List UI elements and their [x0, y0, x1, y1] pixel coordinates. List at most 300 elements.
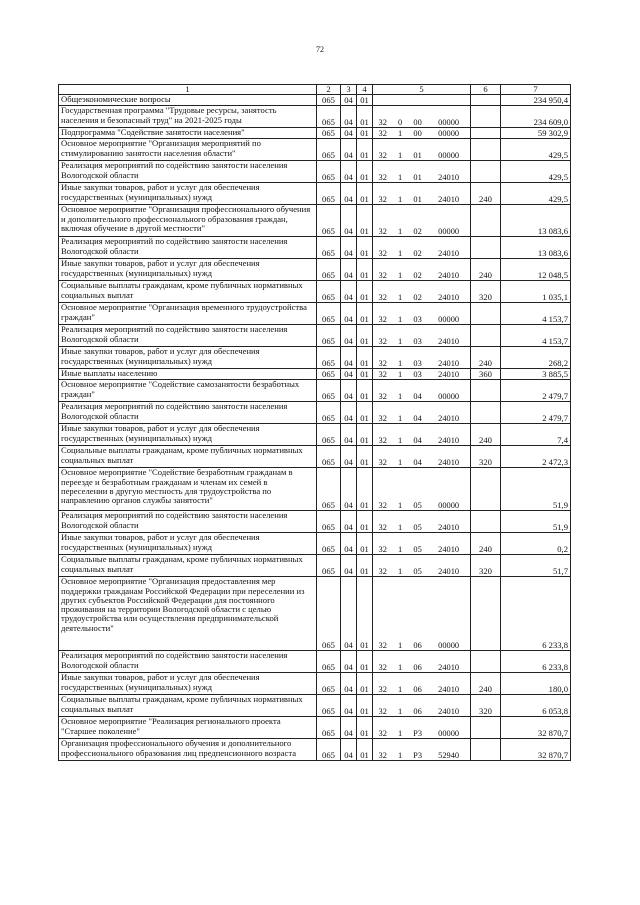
amount: 4 153,7	[501, 303, 571, 325]
target-article-part: 24010	[438, 271, 460, 281]
amount: 4 153,7	[501, 325, 571, 347]
subsection-code: 01	[357, 402, 373, 424]
target-article-code	[373, 237, 471, 259]
target-article-part: 32	[378, 227, 387, 237]
target-article-part: 32	[378, 729, 387, 739]
target-article-code	[373, 424, 471, 446]
target-article-part: 1	[398, 501, 403, 511]
table-row	[59, 303, 571, 325]
table-row	[59, 555, 571, 577]
table-row	[59, 673, 571, 695]
target-article-part: 03	[413, 337, 422, 347]
target-article-part: 06	[413, 641, 422, 651]
target-article-part: 32	[378, 337, 387, 347]
target-article-part: 24010	[438, 685, 460, 695]
target-article-part: 02	[413, 227, 422, 237]
ministry-code: 065	[317, 555, 341, 577]
target-article-part: 05	[413, 545, 422, 555]
section-code: 04	[341, 577, 357, 651]
expense-type-code: 320	[471, 695, 501, 717]
target-article-part: 1	[398, 729, 403, 739]
row-name: Социальные выплаты гражданам, кроме публичных нормативных социальных выплат	[59, 446, 317, 468]
target-article-part: 24010	[438, 707, 460, 717]
amount: 2 479,7	[501, 380, 571, 402]
table-row	[59, 281, 571, 303]
table-row	[59, 468, 571, 511]
ministry-code: 065	[317, 281, 341, 303]
target-article-part: 24010	[438, 293, 460, 303]
subsection-code: 01	[357, 281, 373, 303]
target-article-part: 0	[398, 118, 403, 128]
ministry-code: 065	[317, 106, 341, 128]
ministry-code: 065	[317, 577, 341, 651]
subsection-code: 01	[357, 325, 373, 347]
section-code: 04	[341, 555, 357, 577]
table-row	[59, 651, 571, 673]
subsection-code: 01	[357, 237, 373, 259]
expense-type-code: 240	[471, 259, 501, 281]
table-row	[59, 183, 571, 205]
target-article-part: 24010	[438, 195, 460, 205]
target-article-part: 1	[398, 129, 403, 139]
target-article-part: 24010	[438, 337, 460, 347]
target-article-part: 1	[398, 293, 403, 303]
table-row	[59, 369, 571, 380]
expense-type-code	[471, 325, 501, 347]
table-row	[59, 161, 571, 183]
ministry-code: 065	[317, 139, 341, 161]
header-cell: 7	[501, 85, 571, 95]
target-article-code	[373, 161, 471, 183]
section-code: 04	[341, 402, 357, 424]
target-article-part: 00000	[438, 501, 460, 511]
target-article-part: 1	[398, 337, 403, 347]
target-article-code	[373, 717, 471, 739]
target-article-part: 1	[398, 567, 403, 577]
row-name: Реализация мероприятий по содействию занятости населения Вологодской области	[59, 511, 317, 533]
subsection-code: 01	[357, 259, 373, 281]
amount: 7,4	[501, 424, 571, 446]
target-article-part: 24010	[438, 567, 460, 577]
amount: 32 870,7	[501, 739, 571, 761]
target-article-code	[373, 673, 471, 695]
row-name: Основное мероприятие "Организация предоставления мер поддержки гражданам Российской Федерации при переселении из других субъектов Российской Федерации для постоянного проживания на территории Вологодской области с целью трудоустройства или осуществления предпринимательской деятельности"	[59, 577, 317, 651]
table-row	[59, 205, 571, 237]
target-article-part: 1	[398, 663, 403, 673]
row-name: Социальные выплаты гражданам, кроме публичных нормативных социальных выплат	[59, 281, 317, 303]
section-code: 04	[341, 380, 357, 402]
row-name: Реализация мероприятий по содействию занятости населения Вологодской области	[59, 237, 317, 259]
subsection-code: 01	[357, 577, 373, 651]
expense-type-code	[471, 161, 501, 183]
expense-type-code	[471, 95, 501, 106]
target-article-part: 00000	[438, 151, 460, 161]
amount: 51,9	[501, 511, 571, 533]
target-article-part: 24010	[438, 523, 460, 533]
target-article-part: 00	[413, 118, 422, 128]
row-name: Основное мероприятие "Организация профессионального обучения и дополнительного профессионального образования граждан, включая обучение в другой местности"	[59, 205, 317, 237]
target-article-part: 1	[398, 370, 403, 380]
section-code: 04	[341, 695, 357, 717]
ministry-code: 065	[317, 511, 341, 533]
subsection-code: 01	[357, 347, 373, 369]
target-article-part: 1	[398, 545, 403, 555]
subsection-code: 01	[357, 161, 373, 183]
amount: 51,7	[501, 555, 571, 577]
target-article-part: 00000	[438, 729, 460, 739]
section-code: 04	[341, 347, 357, 369]
amount: 6 053,8	[501, 695, 571, 717]
row-name: Основное мероприятие "Реализация регионального проекта "Старшее поколение"	[59, 717, 317, 739]
expense-type-code: 360	[471, 369, 501, 380]
subsection-code: 01	[357, 739, 373, 761]
target-article-part: 1	[398, 641, 403, 651]
target-article-part: 32	[378, 370, 387, 380]
target-article-part: 32	[378, 271, 387, 281]
target-article-part: 00000	[438, 392, 460, 402]
expense-type-code	[471, 106, 501, 128]
section-code: 04	[341, 139, 357, 161]
target-article-code	[373, 95, 471, 106]
amount: 234 609,0	[501, 106, 571, 128]
target-article-code	[373, 347, 471, 369]
section-code: 04	[341, 259, 357, 281]
target-article-code	[373, 577, 471, 651]
target-article-part: 32	[378, 315, 387, 325]
subsection-code: 01	[357, 380, 373, 402]
target-article-part: 32	[378, 545, 387, 555]
target-article-part: 1	[398, 707, 403, 717]
target-article-part: 04	[413, 458, 422, 468]
subsection-code: 01	[357, 303, 373, 325]
section-code: 04	[341, 237, 357, 259]
ministry-code: 065	[317, 380, 341, 402]
ministry-code: 065	[317, 325, 341, 347]
subsection-code: 01	[357, 511, 373, 533]
target-article-part: 06	[413, 663, 422, 673]
target-article-part: 03	[413, 315, 422, 325]
amount: 429,5	[501, 183, 571, 205]
table-row	[59, 511, 571, 533]
subsection-code: 01	[357, 717, 373, 739]
table-row	[59, 325, 571, 347]
section-code: 04	[341, 128, 357, 139]
amount: 13 083,6	[501, 205, 571, 237]
ministry-code: 065	[317, 402, 341, 424]
table-row	[59, 139, 571, 161]
table-row	[59, 128, 571, 139]
target-article-code	[373, 325, 471, 347]
target-article-part: 24010	[438, 663, 460, 673]
target-article-part: 1	[398, 249, 403, 259]
target-article-part: 32	[378, 751, 387, 761]
subsection-code: 01	[357, 651, 373, 673]
table-row	[59, 237, 571, 259]
section-code: 04	[341, 369, 357, 380]
target-article-part: 32	[378, 436, 387, 446]
target-article-part: 24010	[438, 436, 460, 446]
section-code: 04	[341, 511, 357, 533]
section-code: 04	[341, 161, 357, 183]
ministry-code: 065	[317, 183, 341, 205]
target-article-part: 32	[378, 118, 387, 128]
row-name: Иные закупки товаров, работ и услуг для обеспечения государственных (муниципальных) нужд	[59, 533, 317, 555]
target-article-part: 32	[378, 501, 387, 511]
subsection-code: 01	[357, 183, 373, 205]
amount: 6 233,8	[501, 651, 571, 673]
target-article-part: 1	[398, 315, 403, 325]
subsection-code: 01	[357, 555, 373, 577]
section-code: 04	[341, 205, 357, 237]
amount: 2 479,7	[501, 402, 571, 424]
expense-type-code	[471, 511, 501, 533]
expense-type-code	[471, 739, 501, 761]
target-article-part: 32	[378, 685, 387, 695]
amount: 6 233,8	[501, 577, 571, 651]
target-article-code	[373, 183, 471, 205]
header-cell: 4	[357, 85, 373, 95]
ministry-code: 065	[317, 259, 341, 281]
target-article-part: 24010	[438, 545, 460, 555]
target-article-part: 03	[413, 359, 422, 369]
subsection-code: 01	[357, 128, 373, 139]
subsection-code: 01	[357, 533, 373, 555]
row-name: Иные закупки товаров, работ и услуг для обеспечения государственных (муниципальных) нужд	[59, 673, 317, 695]
ministry-code: 065	[317, 446, 341, 468]
target-article-part: 32	[378, 458, 387, 468]
target-article-part: 24010	[438, 249, 460, 259]
target-article-part: 01	[413, 195, 422, 205]
amount: 32 870,7	[501, 717, 571, 739]
table-row	[59, 424, 571, 446]
target-article-code	[373, 205, 471, 237]
subsection-code: 01	[357, 673, 373, 695]
row-name: Организация профессионального обучения и дополнительного профессионального образования лиц предпенсионного возраста	[59, 739, 317, 761]
row-name: Социальные выплаты гражданам, кроме публичных нормативных социальных выплат	[59, 695, 317, 717]
section-code: 04	[341, 95, 357, 106]
target-article-part: 1	[398, 271, 403, 281]
amount: 234 950,4	[501, 95, 571, 106]
table-row	[59, 717, 571, 739]
page-number: 72	[316, 45, 324, 54]
target-article-part: 01	[413, 173, 422, 183]
row-name: Основное мероприятие "Содействие безработным гражданам в переезде и безработным гражданам и членам их семей в переселении в другую местность для трудоустройства по направлению органов службы занятости"	[59, 468, 317, 511]
target-article-part: 1	[398, 151, 403, 161]
expense-type-code	[471, 717, 501, 739]
target-article-part: 1	[398, 195, 403, 205]
target-article-part: 00000	[438, 129, 460, 139]
target-article-part: 32	[378, 151, 387, 161]
section-code: 04	[341, 533, 357, 555]
expense-type-code: 240	[471, 347, 501, 369]
amount: 429,5	[501, 139, 571, 161]
row-name: Иные выплаты населению	[59, 369, 317, 380]
ministry-code: 065	[317, 533, 341, 555]
subsection-code: 01	[357, 468, 373, 511]
row-name: Иные закупки товаров, работ и услуг для обеспечения государственных (муниципальных) нужд	[59, 259, 317, 281]
ministry-code: 065	[317, 205, 341, 237]
expense-type-code: 240	[471, 673, 501, 695]
section-code: 04	[341, 106, 357, 128]
row-name: Основное мероприятие "Содействие самозанятости безработных граждан"	[59, 380, 317, 402]
amount: 13 083,6	[501, 237, 571, 259]
expense-type-code	[471, 205, 501, 237]
amount: 2 472,3	[501, 446, 571, 468]
target-article-part: 1	[398, 227, 403, 237]
subsection-code: 01	[357, 369, 373, 380]
target-article-part: 00000	[438, 227, 460, 237]
ministry-code: 065	[317, 347, 341, 369]
expense-type-code	[471, 402, 501, 424]
ministry-code: 065	[317, 128, 341, 139]
amount: 3 885,5	[501, 369, 571, 380]
amount: 59 302,9	[501, 128, 571, 139]
subsection-code: 01	[357, 695, 373, 717]
target-article-part: 02	[413, 249, 422, 259]
target-article-part: 32	[378, 392, 387, 402]
table-row	[59, 95, 571, 106]
section-code: 04	[341, 468, 357, 511]
target-article-part: 1	[398, 359, 403, 369]
section-code: 04	[341, 325, 357, 347]
expense-type-code: 240	[471, 533, 501, 555]
target-article-part: 32	[378, 129, 387, 139]
row-name: Реализация мероприятий по содействию занятости населения Вологодской области	[59, 161, 317, 183]
amount: 1 035,1	[501, 281, 571, 303]
table-row	[59, 695, 571, 717]
ministry-code: 065	[317, 651, 341, 673]
ministry-code: 065	[317, 303, 341, 325]
target-article-part: 24010	[438, 359, 460, 369]
expense-type-code	[471, 651, 501, 673]
target-article-part: 24010	[438, 370, 460, 380]
section-code: 04	[341, 651, 357, 673]
target-article-part: 32	[378, 523, 387, 533]
target-article-part: 01	[413, 151, 422, 161]
expense-type-code	[471, 577, 501, 651]
target-article-code	[373, 533, 471, 555]
target-article-code	[373, 511, 471, 533]
target-article-part: 04	[413, 436, 422, 446]
table-row	[59, 380, 571, 402]
target-article-code	[373, 139, 471, 161]
target-article-code	[373, 259, 471, 281]
target-article-part: 02	[413, 271, 422, 281]
target-article-part: 1	[398, 523, 403, 533]
amount: 12 048,5	[501, 259, 571, 281]
row-name: Иные закупки товаров, работ и услуг для обеспечения государственных (муниципальных) нужд	[59, 347, 317, 369]
target-article-code	[373, 695, 471, 717]
header-cell: 5	[373, 85, 471, 95]
section-code: 04	[341, 424, 357, 446]
header-cell: 2	[317, 85, 341, 95]
table-row	[59, 347, 571, 369]
target-article-part: 24010	[438, 458, 460, 468]
amount: 180,0	[501, 673, 571, 695]
expense-type-code	[471, 303, 501, 325]
row-name: Основное мероприятие "Организация мероприятий по стимулированию занятости населения области"	[59, 139, 317, 161]
ministry-code: 065	[317, 739, 341, 761]
target-article-part: 05	[413, 501, 422, 511]
target-article-code	[373, 128, 471, 139]
table-row	[59, 577, 571, 651]
target-article-part: 32	[378, 293, 387, 303]
target-article-part: 32	[378, 173, 387, 183]
expense-type-code: 240	[471, 424, 501, 446]
expense-type-code	[471, 139, 501, 161]
target-article-code	[373, 369, 471, 380]
target-article-part: 1	[398, 173, 403, 183]
target-article-part: 32	[378, 641, 387, 651]
subsection-code: 01	[357, 139, 373, 161]
target-article-part: 32	[378, 567, 387, 577]
amount: 268,2	[501, 347, 571, 369]
target-article-part: 32	[378, 359, 387, 369]
row-name: Иные закупки товаров, работ и услуг для обеспечения государственных (муниципальных) нужд	[59, 424, 317, 446]
row-name: Иные закупки товаров, работ и услуг для обеспечения государственных (муниципальных) нужд	[59, 183, 317, 205]
target-article-part: P3	[413, 729, 423, 739]
row-name: Реализация мероприятий по содействию занятости населения Вологодской области	[59, 651, 317, 673]
expense-type-code: 320	[471, 555, 501, 577]
subsection-code: 01	[357, 205, 373, 237]
target-article-part: 00000	[438, 641, 460, 651]
target-article-part: 32	[378, 663, 387, 673]
target-article-code	[373, 651, 471, 673]
row-name: Социальные выплаты гражданам, кроме публичных нормативных социальных выплат	[59, 555, 317, 577]
expense-type-code	[471, 237, 501, 259]
target-article-code	[373, 446, 471, 468]
ministry-code: 065	[317, 161, 341, 183]
ministry-code: 065	[317, 468, 341, 511]
target-article-part: 06	[413, 685, 422, 695]
target-article-part: 00000	[438, 118, 460, 128]
expense-type-code	[471, 380, 501, 402]
amount: 51,9	[501, 468, 571, 511]
ministry-code: 065	[317, 369, 341, 380]
row-name: Государственная программа "Трудовые ресурсы, занятость населения и безопасный труд" на 2021-2025 годы	[59, 106, 317, 128]
target-article-part: 32	[378, 195, 387, 205]
expense-type-code: 240	[471, 183, 501, 205]
table-row	[59, 739, 571, 761]
target-article-part: 04	[413, 392, 422, 402]
expense-type-code: 320	[471, 446, 501, 468]
table-row	[59, 106, 571, 128]
ministry-code: 065	[317, 717, 341, 739]
header-cell: 1	[59, 85, 317, 95]
header-cell: 3	[341, 85, 357, 95]
target-article-part: 1	[398, 458, 403, 468]
section-code: 04	[341, 183, 357, 205]
table-row	[59, 402, 571, 424]
target-article-part: 52940	[438, 751, 460, 761]
ministry-code: 065	[317, 673, 341, 695]
header-cell: 6	[471, 85, 501, 95]
target-article-code	[373, 303, 471, 325]
row-name: Реализация мероприятий по содействию занятости населения Вологодской области	[59, 325, 317, 347]
expense-type-code: 320	[471, 281, 501, 303]
target-article-part: 24010	[438, 414, 460, 424]
section-code: 04	[341, 281, 357, 303]
target-article-part: 32	[378, 707, 387, 717]
row-name: Основное мероприятие "Организация временного трудоустройства граждан"	[59, 303, 317, 325]
target-article-part: 06	[413, 707, 422, 717]
target-article-part: 1	[398, 414, 403, 424]
target-article-code	[373, 468, 471, 511]
section-code: 04	[341, 446, 357, 468]
target-article-code	[373, 739, 471, 761]
target-article-part: 02	[413, 293, 422, 303]
section-code: 04	[341, 739, 357, 761]
